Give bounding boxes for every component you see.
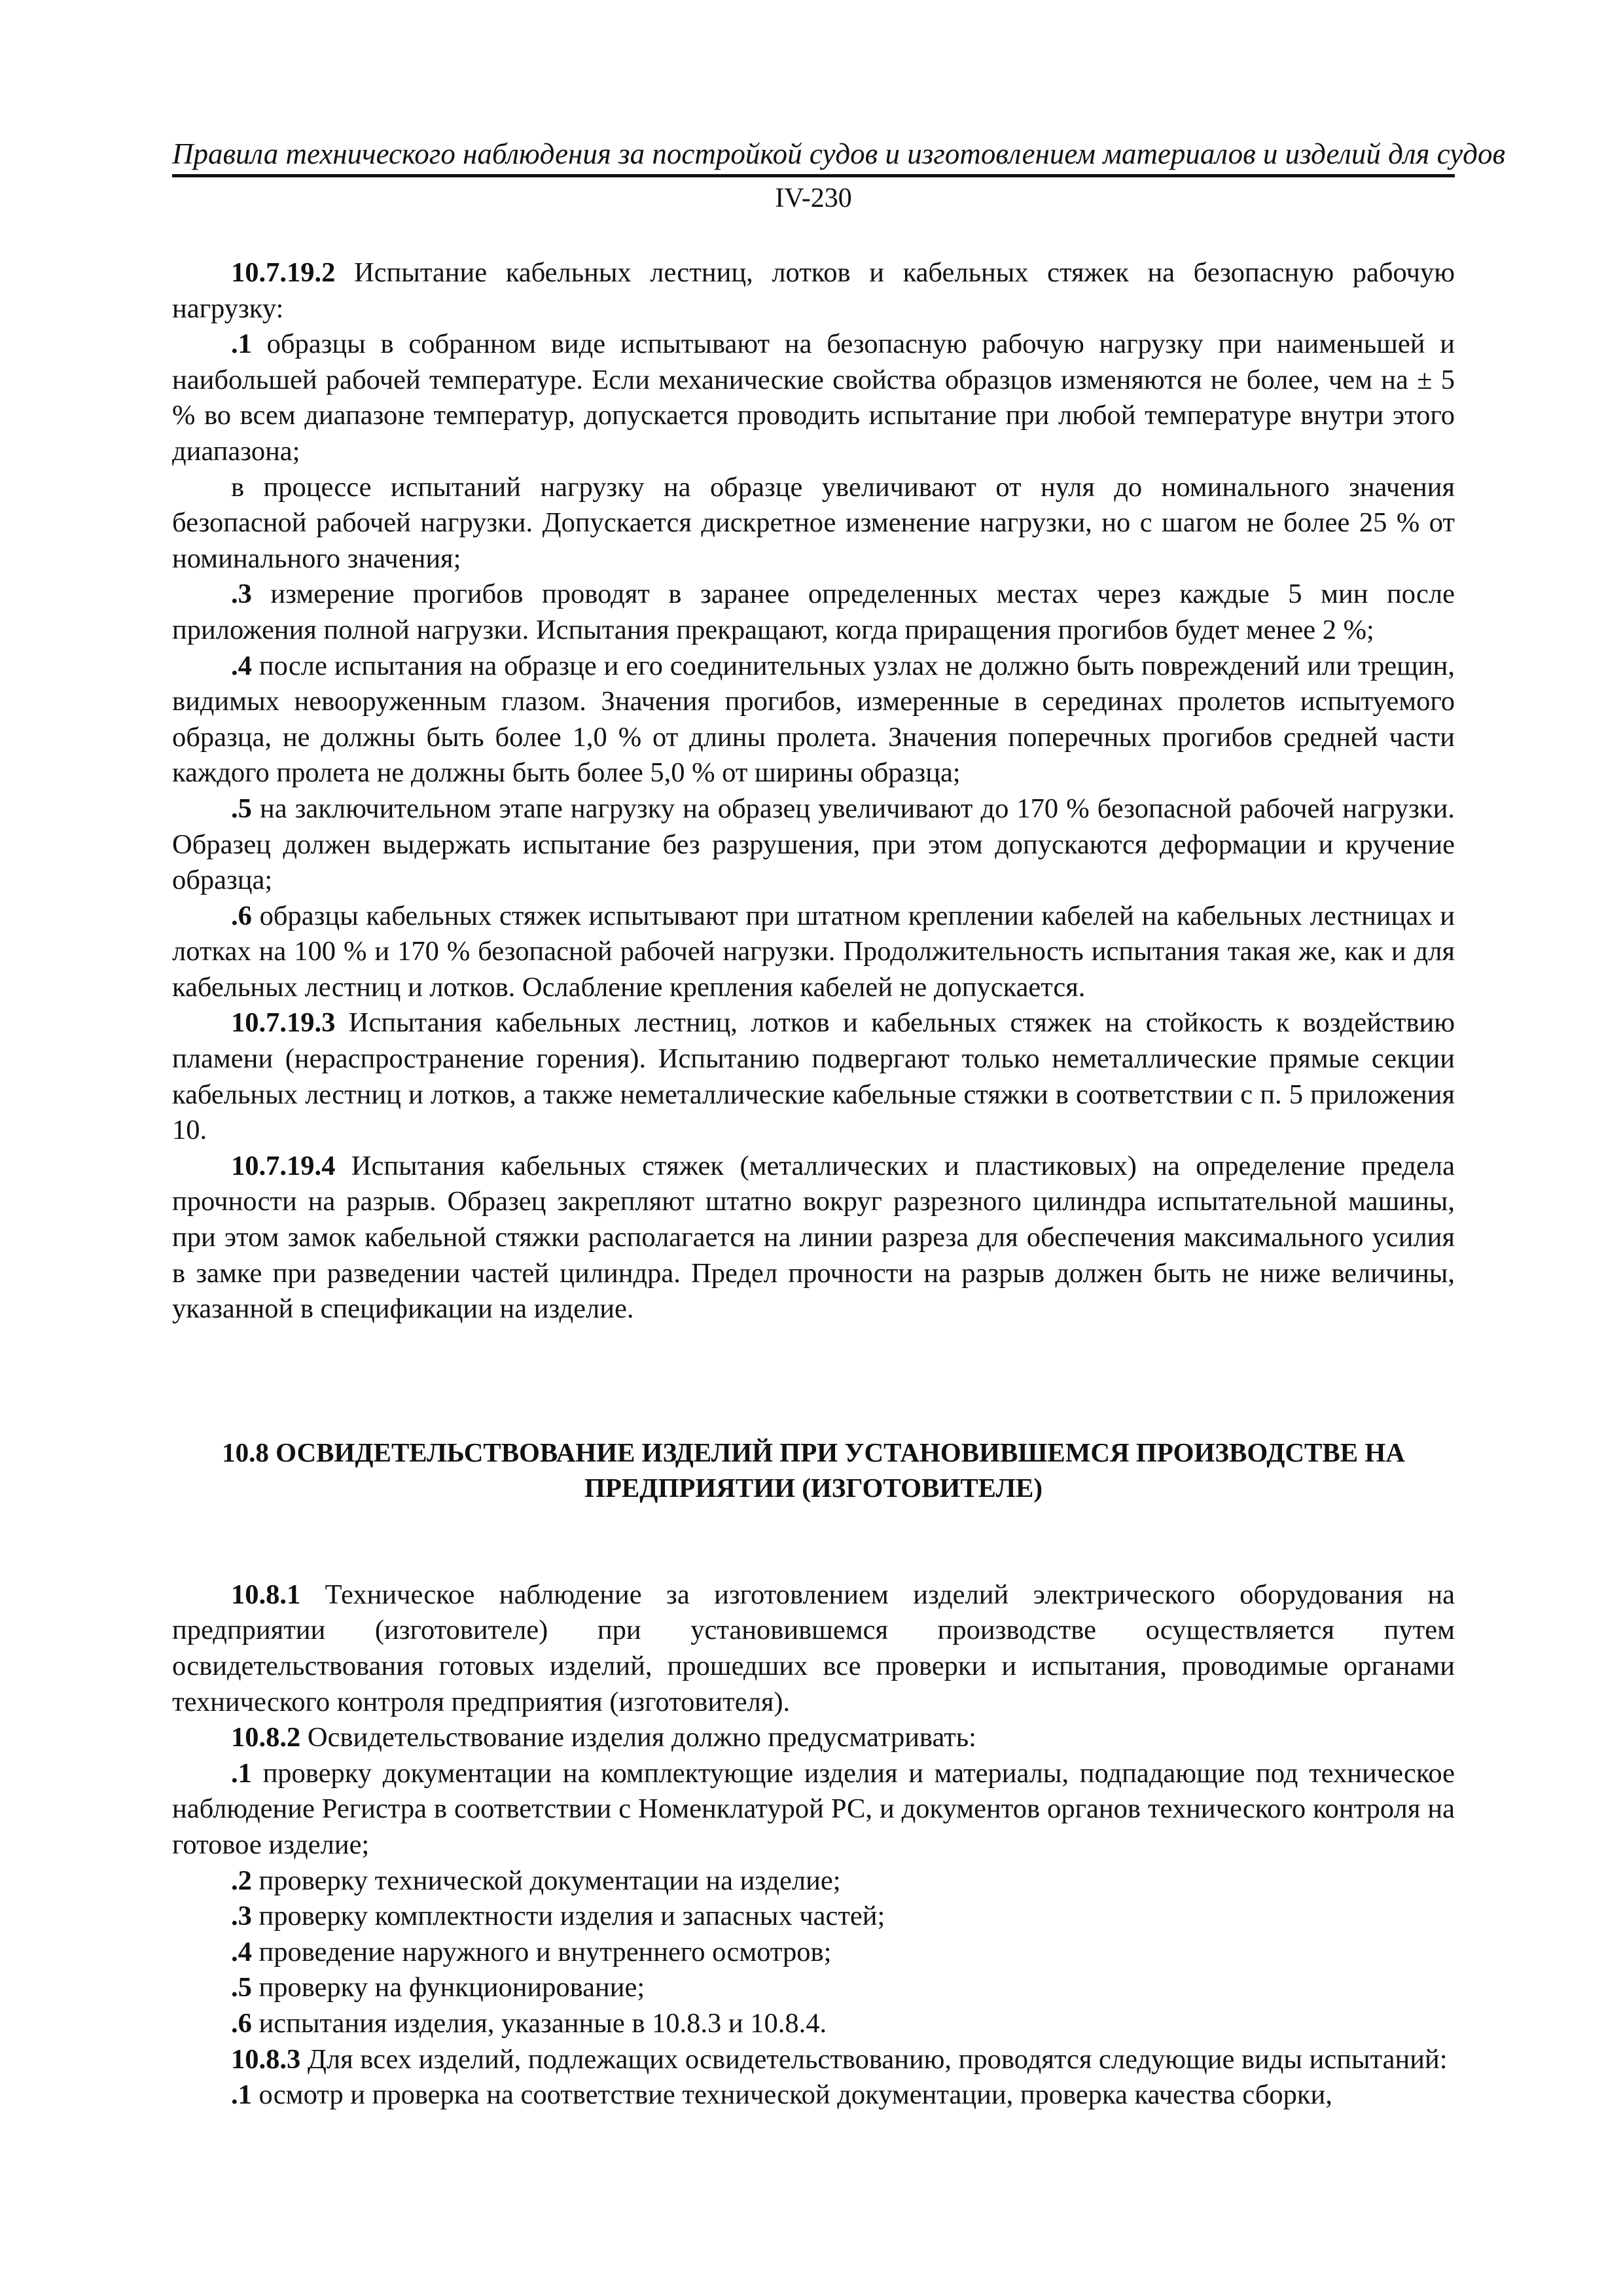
list-item bbox=[172, 2077, 1455, 2113]
item-number: .6 bbox=[231, 900, 252, 931]
section-title-10-8-cont: ПРЕДПРИЯТИИ (ИЗГОТОВИТЕЛЕ) bbox=[584, 1472, 1043, 1503]
item-number: .4 bbox=[231, 1936, 252, 1967]
paragraph-10-8-1 bbox=[172, 1577, 1455, 1720]
list-item bbox=[172, 1899, 1455, 1935]
list-item bbox=[172, 649, 1455, 791]
item-text: проведение наружного и внутреннего осмотров; bbox=[251, 1936, 832, 1967]
clause-number: 10.7.19.4 bbox=[231, 1150, 336, 1181]
paragraph-text: Для всех изделий, подлежащих освидетельствованию, проводятся следующие виды испытаний: bbox=[300, 2043, 1448, 2075]
item-text: осмотр и проверка на соответствие технической документации, проверка качества сборки, bbox=[251, 2079, 1332, 2111]
section-title-10-8: 10.8 ОСВИДЕТЕЛЬСТВОВАНИЕ ИЗДЕЛИЙ ПРИ УСТАНОВИВШЕМСЯ ПРОИЗВОДСТВЕ НА bbox=[222, 1437, 1405, 1467]
list-item bbox=[172, 791, 1455, 899]
paragraph-text: Освидетельствование изделия должно предусматривать: bbox=[300, 1722, 976, 1753]
item-text: в процессе испытаний нагрузку на образце увеличивают от нуля до номинального значения безопасной рабочей нагрузки. Допускается дискретное изменение нагрузки, но с шагом не более 25 % от номинального значения; bbox=[172, 471, 1455, 574]
item-text: проверку комплектности изделия и запасных частей; bbox=[251, 1901, 885, 1932]
item-text: образцы в собранном виде испытывают на безопасную рабочую нагрузку при наименьшей и наибольшей рабочей температуре. Если механические свойства образцов изменяются не более, чем на ± 5 % во всем диапазоне температур, допускается проводить испытание при любой температуре внутри этого диапазона; bbox=[172, 329, 1455, 467]
item-text: проверку на функционирование; bbox=[251, 1972, 645, 2003]
item-number: .1 bbox=[231, 2079, 252, 2111]
list-item bbox=[172, 899, 1455, 1006]
page-number: IV-230 bbox=[775, 183, 852, 213]
item-number: .5 bbox=[231, 793, 252, 824]
list-item bbox=[172, 327, 1455, 469]
paragraph-text: Испытание кабельных лестниц, лотков и кабельных стяжек на безопасную рабочую нагрузку: bbox=[172, 257, 1455, 324]
paragraph-10-7-19-4 bbox=[172, 1149, 1455, 1327]
list-item bbox=[172, 2006, 1455, 2042]
item-text: проверку документации на комплектующие изделия и материалы, подпадающие под техническое наблюдение Регистра в соответствии с Номенклатурой РС, и документов органов технического контроля на готовое изделие; bbox=[172, 1757, 1455, 1860]
list-item bbox=[172, 470, 1455, 577]
item-number: .1 bbox=[231, 1757, 252, 1789]
running-header: Правила технического наблюдения за постройкой судов и изготовлением материалов и изделий для судов bbox=[172, 137, 1505, 170]
item-text: после испытания на образце и его соединительных узлах не должно быть повреждений или трещин, видимых невооруженным глазом. Значения прогибов, измеренные в серединах пролетов испытуемого образца, не должны быть более 1,0 % от длины пролета. Значения поперечных прогибов средней части каждого пролета не должны быть более 5,0 % от ширины образца; bbox=[172, 650, 1455, 789]
list-item bbox=[172, 577, 1455, 648]
item-number: .4 bbox=[231, 650, 252, 681]
clause-number: 10.8.1 bbox=[231, 1579, 301, 1610]
section-spacer bbox=[172, 1505, 1455, 1577]
header-rule bbox=[172, 174, 1455, 177]
paragraph-text: Испытания кабельных лестниц, лотков и кабельных стяжек на стойкость к воздействию пламени (нераспространение горения). Испытанию подвергают только неметаллические прямые секции кабельных лестниц и лотков, а также неметаллические кабельные стяжки в соответствии с п. 5 приложения 10. bbox=[172, 1007, 1455, 1146]
item-text: испытания изделия, указанные в 10.8.3 и 10.8.4. bbox=[251, 2007, 827, 2039]
item-number: .6 bbox=[231, 2007, 252, 2039]
item-text: проверку технической документации на изделие; bbox=[251, 1865, 841, 1896]
item-text: образцы кабельных стяжек испытывают при штатном креплении кабелей на кабельных лестницах и лотках на 100 % и 170 % безопасной рабочей нагрузки. Продолжительность испытания такая же, как и для кабельных лестниц и лотков. Ослабление крепления кабелей не допускается. bbox=[172, 900, 1455, 1003]
list-item bbox=[172, 1863, 1455, 1899]
list-item bbox=[172, 1935, 1455, 1971]
item-text: измерение прогибов проводят в заранее определенных местах через каждые 5 мин после приложения полной нагрузки. Испытания прекращают, когда приращения прогибов будет менее 2 %; bbox=[172, 579, 1455, 645]
clause-number: 10.8.2 bbox=[231, 1722, 301, 1753]
list-item bbox=[172, 1970, 1455, 2006]
item-number: .2 bbox=[231, 1865, 252, 1896]
paragraph-text: Техническое наблюдение за изготовлением изделий электрического оборудования на предприятии (изготовителе) при установившемся производстве осуществляется путем освидетельствования готовых изделий, прошедших все проверки и испытания, проводимые органами технического контроля предприятия (изготовителя). bbox=[172, 1579, 1455, 1717]
item-number: .5 bbox=[231, 1972, 252, 2003]
clause-number: 10.8.3 bbox=[231, 2043, 301, 2075]
item-number: .3 bbox=[231, 579, 252, 610]
document-body bbox=[172, 255, 1455, 2113]
item-number: .3 bbox=[231, 1901, 252, 1932]
list-item bbox=[172, 1756, 1455, 1863]
section-spacer bbox=[172, 1327, 1455, 1435]
item-text: на заключительном этапе нагрузку на образец увеличивают до 170 % безопасной рабочей нагрузки. Образец должен выдержать испытание без разрушения, при этом допускаются деформации и кручение образца; bbox=[172, 793, 1455, 896]
clause-number: 10.7.19.2 bbox=[231, 257, 336, 288]
item-number: .1 bbox=[231, 329, 252, 360]
paragraph-10-7-19-2 bbox=[172, 255, 1455, 327]
paragraph-10-8-2 bbox=[172, 1720, 1455, 1756]
paragraph-10-7-19-3 bbox=[172, 1005, 1455, 1148]
clause-number: 10.7.19.3 bbox=[231, 1007, 336, 1039]
paragraph-text: Испытания кабельных стяжек (металлических и пластиковых) на определение предела прочности на разрыв. Образец закрепляют штатно вокруг разрезного цилиндра испытательной машины, при этом замок кабельной стяжки располагается на линии разреза для обеспечения максимального усилия в замке при разведении частей цилиндра. Предел прочности на разрыв должен быть не ниже величины, указанной в спецификации на изделие. bbox=[172, 1150, 1455, 1325]
paragraph-10-8-3 bbox=[172, 2042, 1455, 2078]
